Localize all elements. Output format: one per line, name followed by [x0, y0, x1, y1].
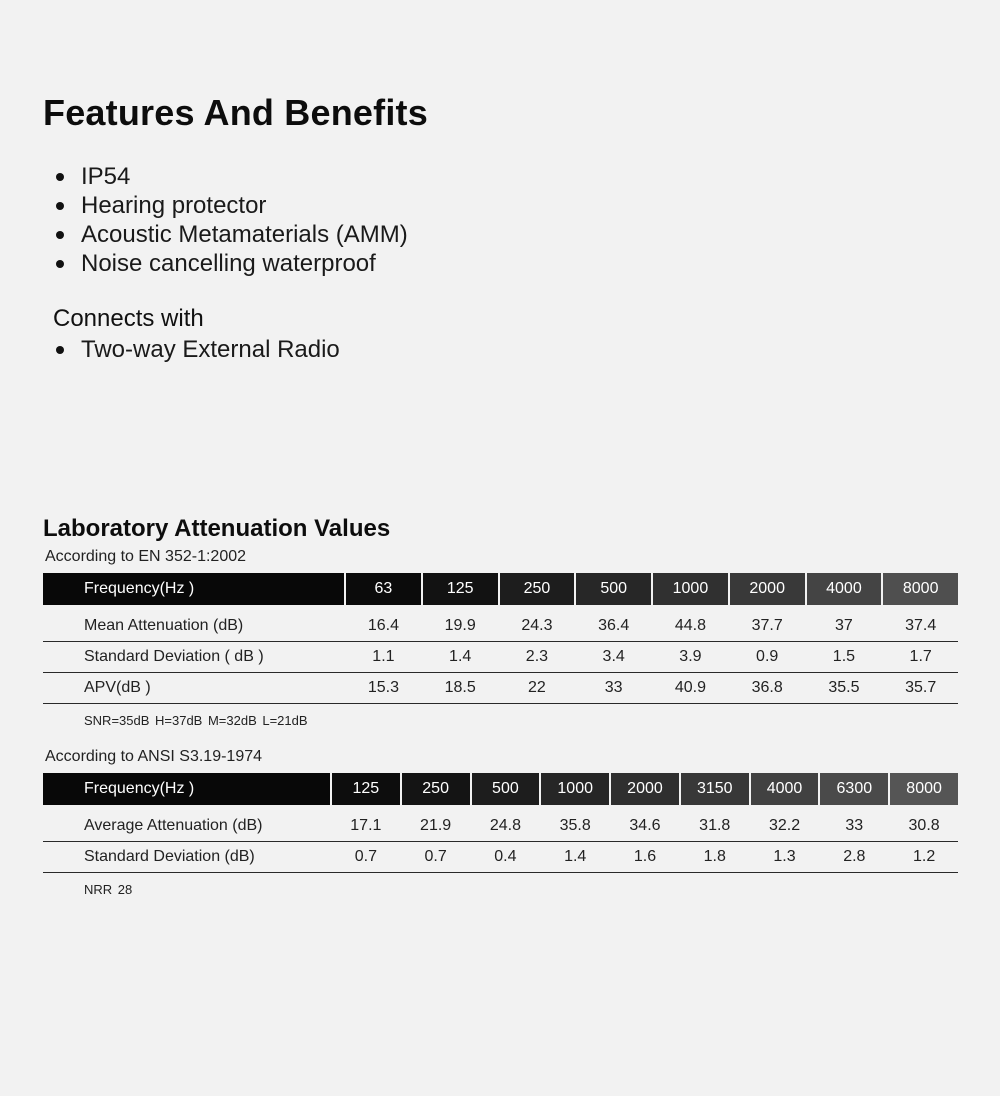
table-cell: 37.4 [905, 617, 937, 634]
row-label: Mean Attenuation (dB) [84, 617, 244, 634]
bullet-icon [56, 346, 64, 354]
table-cell: 0.7 [354, 848, 377, 865]
ansi-attenuation-table [43, 773, 958, 873]
header-frequency: 500 [472, 773, 540, 805]
table-cell: 1.3 [773, 848, 796, 865]
list-item [53, 191, 408, 220]
header-frequency: 8000 [890, 773, 958, 805]
header-frequency: 500 [576, 573, 651, 605]
table-cell: 1.8 [703, 848, 726, 865]
table-cell: 1.5 [832, 648, 856, 665]
bullet-icon [56, 202, 64, 210]
table-cell: 44.8 [674, 617, 706, 634]
table-cell: 33 [845, 817, 864, 834]
table-row [43, 811, 958, 842]
table-row [43, 842, 958, 873]
table-cell: 2.8 [843, 848, 866, 865]
table-row [43, 611, 958, 642]
table-row [43, 673, 958, 704]
table-cell: 1.4 [449, 648, 472, 665]
connect-label: Two-way External Radio [81, 336, 340, 363]
table-cell: 33 [604, 679, 623, 696]
feature-label: Hearing protector [81, 192, 267, 219]
table-cell: 30.8 [908, 817, 940, 834]
table-cell: 31.8 [699, 817, 731, 834]
header-label: Frequency(Hz ) [43, 773, 330, 805]
list-item [53, 162, 408, 191]
bullet-icon [56, 173, 64, 181]
table-header-row [43, 573, 958, 605]
table-cell: 1.4 [564, 848, 587, 865]
connects-list [53, 335, 340, 364]
table-cell: 1.2 [912, 848, 936, 865]
table-cell: 0.9 [756, 648, 779, 665]
feature-label: Noise cancelling waterproof [81, 250, 376, 277]
page-title: Features And Benefits [43, 92, 428, 133]
list-item [53, 335, 340, 364]
header-frequency: 1000 [541, 773, 609, 805]
table-row [43, 642, 958, 673]
header-frequency: 125 [423, 573, 498, 605]
ansi-note: NRR 28 [84, 882, 133, 897]
header-frequency: 125 [332, 773, 400, 805]
table-cell: 3.4 [602, 648, 625, 665]
header-frequency: 4000 [807, 573, 882, 605]
table-cell: 35.5 [828, 679, 860, 696]
table-cell: 22 [528, 679, 546, 696]
table-cell: 19.9 [444, 617, 476, 634]
list-item [53, 220, 408, 249]
table-cell: 37 [835, 617, 853, 634]
table-cell: 15.3 [367, 679, 399, 696]
table-cell: 34.6 [629, 817, 661, 834]
header-frequency: 8000 [883, 573, 958, 605]
feature-label: IP54 [81, 163, 131, 190]
table-cell: 37.7 [751, 617, 783, 634]
table-cell: 1.6 [633, 848, 657, 865]
header-frequency: 2000 [611, 773, 679, 805]
table-header-row [43, 773, 958, 805]
header-frequency: 250 [402, 773, 470, 805]
bullet-icon [56, 231, 64, 239]
bullet-icon [56, 260, 64, 268]
en-caption: According to EN 352-1:2002 [45, 548, 247, 565]
row-label: APV(dB ) [84, 679, 151, 696]
list-item [53, 249, 408, 278]
table-cell: 24.3 [521, 617, 553, 634]
table-cell: 0.7 [424, 848, 447, 865]
table-cell: 17.1 [350, 817, 382, 834]
header-frequency: 2000 [730, 573, 805, 605]
en-note: SNR=35dB H=37dB M=32dB L=21dB [84, 713, 308, 728]
row-label: Average Attenuation (dB) [84, 817, 263, 834]
table-cell: 0.4 [494, 848, 517, 865]
table-cell: 1.1 [372, 648, 395, 665]
table-cell: 18.5 [444, 679, 476, 696]
header-frequency: 4000 [751, 773, 819, 805]
table-cell: 36.8 [751, 679, 783, 696]
header-frequency: 1000 [653, 573, 728, 605]
ansi-caption: According to ANSI S3.19-1974 [45, 748, 263, 765]
connects-title: Connects with [53, 305, 204, 332]
table-cell: 3.9 [679, 648, 702, 665]
lab-title: Laboratory Attenuation Values [43, 515, 391, 542]
table-cell: 21.9 [420, 817, 452, 834]
table-cell: 2.3 [525, 648, 549, 665]
row-label: Standard Deviation (dB) [84, 848, 255, 865]
header-frequency: 6300 [820, 773, 888, 805]
feature-list [53, 162, 408, 278]
table-cell: 24.8 [489, 817, 521, 834]
table-cell: 35.8 [559, 817, 591, 834]
table-cell: 35.7 [905, 679, 937, 696]
table-cell: 36.4 [598, 617, 630, 634]
header-frequency: 250 [500, 573, 575, 605]
table-cell: 32.2 [768, 817, 801, 834]
en-attenuation-table [43, 573, 958, 704]
table-cell: 40.9 [674, 679, 706, 696]
table-cell: 1.7 [909, 648, 932, 665]
header-frequency: 3150 [681, 773, 749, 805]
feature-label: Acoustic Metamaterials (AMM) [81, 221, 408, 248]
header-frequency: 63 [346, 573, 421, 605]
table-cell: 16.4 [367, 617, 399, 634]
header-label: Frequency(Hz ) [43, 573, 344, 605]
row-label: Standard Deviation ( dB ) [84, 648, 264, 665]
